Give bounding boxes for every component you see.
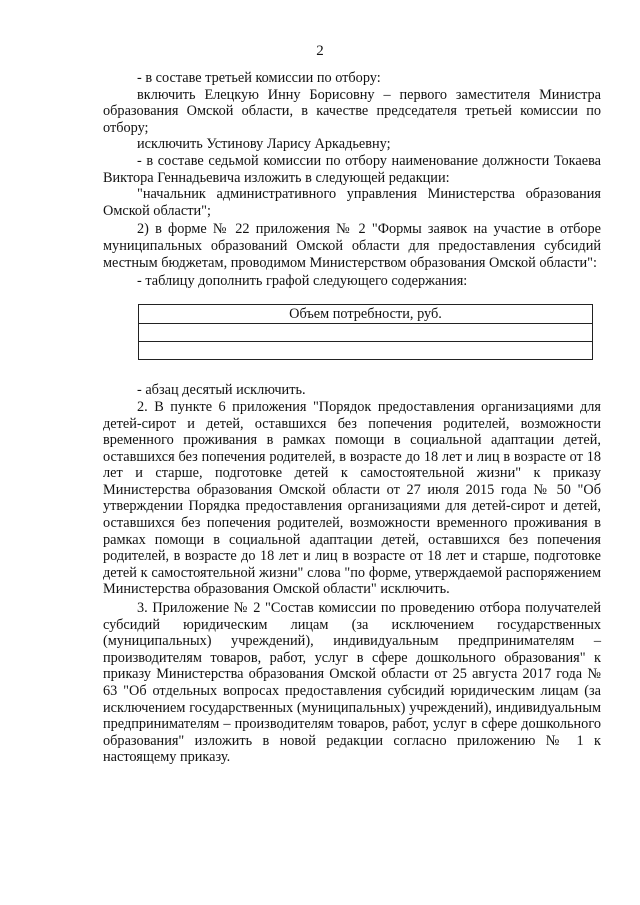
paragraph-seventh-commission: - в составе седьмой комиссии по отбору наименование должности Токаева Виктора Геннадьевича изложить в следующей редакции:: [103, 152, 601, 186]
table-empty-row: [139, 342, 593, 360]
requirement-table: [138, 304, 593, 361]
table-empty-row: [139, 324, 593, 342]
paragraph-exclude-ustinova: исключить Устинову Ларису Аркадьевну;: [137, 136, 391, 153]
paragraph-exclude-tenth: - абзац десятый исключить.: [137, 382, 306, 399]
paragraph-third-commission: - в составе третьей комиссии по отбору:: [137, 70, 381, 86]
paragraph-form-22: 2) в форме № 22 приложения № 2 "Формы заявок на участие в отборе муниципальных образований Омской области для предоставления субсидий местным бюджетам, проводимом Министерством образования Омской области":: [103, 221, 601, 271]
paragraph-item-3: 3. Приложение № 2 "Состав комиссии по проведению отбора получателей субсидий юридическим лицам (за исключением государственных (муниципальных) учреждений), индивидуальным предпринимателям – производителям товаров, работ, услуг в сфере дошкольного образования" к приказу Министерства образования Омской области от 25 августа 2017 года № 63 "Об отдельных вопросах предоставления субсидий юридическим лицам (за исключением государственных (муниципальных) учреждений), индивидуальным предпринимателям – производителям товаров, работ, услуг в сфере дошкольного образования" изложить в новой редакции согласно приложению № 1 к настоящему приказу.: [103, 600, 601, 766]
table-header-cell: Объем потребности, руб.: [139, 304, 593, 324]
paragraph-include-eletskaya: включить Елецкую Инну Борисовну – первого заместителя Министра образования Омской области, в качестве председателя третьей комиссии по отбору;: [103, 86, 601, 136]
page-number: 2: [316, 43, 324, 59]
paragraph-item-2: 2. В пункте 6 приложения "Порядок предоставления организациями для детей-сирот и детей, оставшихся без попечения родителей, возможности временного проживания в рамках помощи в социальной адаптации детей, оставшихся без попечения родителей, в возрасте до 18 лет и лиц в возрасте от 18 лет и старше, подготовке детей к самостоятельной жизни" к приказу Министерства образования Омской области от 27 июля 2015 года № 50 "Об утверждении Порядка предоставления организациями для детей-сирот и детей, оставшихся без попечения родителей, возможности временного проживания в рамках помощи в социальной адаптации детей, оставшихся без попечения родителей, в возрасте до 18 лет и лиц в возрасте от 18 лет и старше, подготовке детей к самостоятельной жизни" слова "по форме, утверждаемой распоряжением Министерства образования Омской области" исключить.: [103, 398, 601, 598]
paragraph-table-addition: - таблицу дополнить графой следующего содержания:: [137, 273, 468, 290]
paragraph-position-title: "начальник административного управления Министерства образования Омской области";: [103, 186, 601, 219]
document-body: [103, 70, 601, 766]
